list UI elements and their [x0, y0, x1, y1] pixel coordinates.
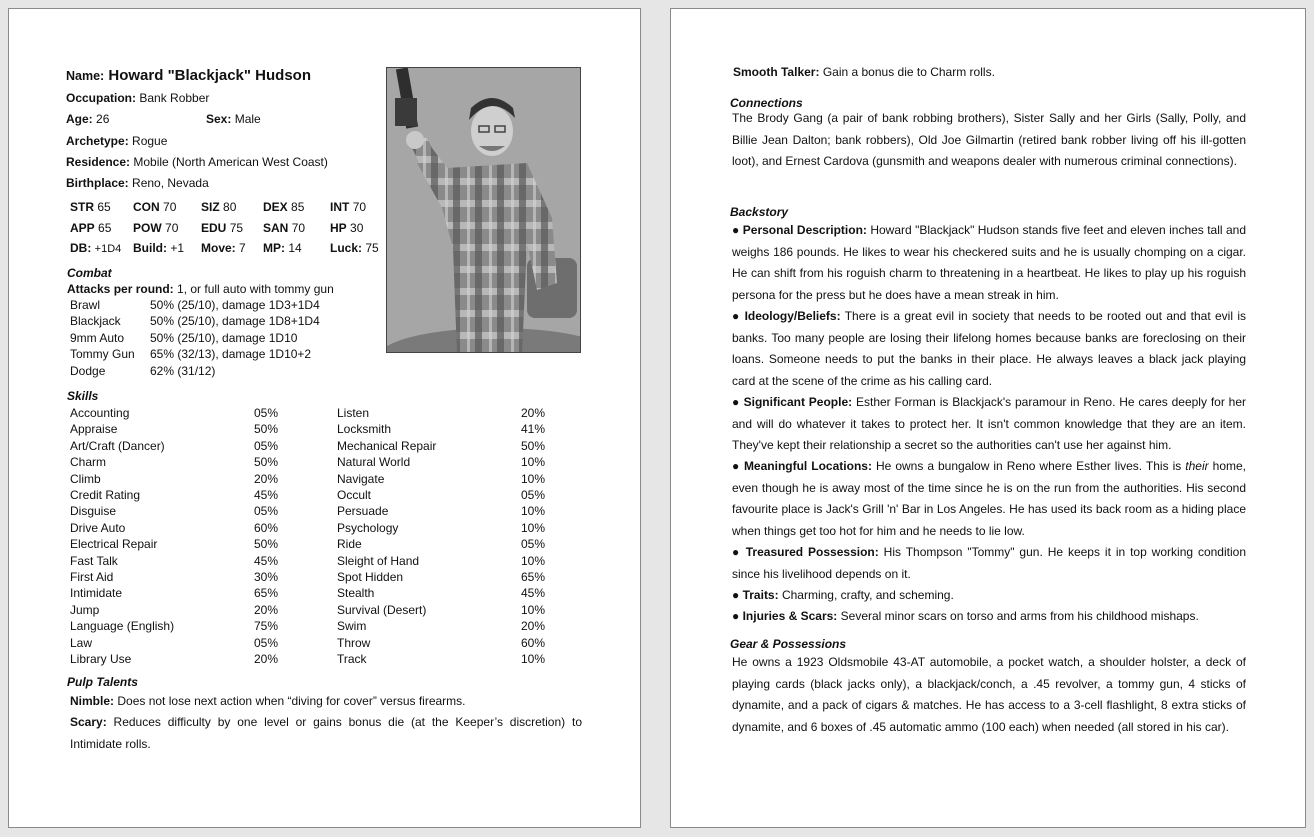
talent-label: Scary: [70, 715, 107, 729]
talent-smooth-talker [733, 62, 1253, 84]
backstory-significant-people [732, 392, 1246, 457]
sex-value: Male [234, 112, 261, 126]
combat-row-name: Tommy Gun [70, 347, 135, 361]
skill-value: 65% [521, 570, 546, 584]
skill-value: 50% [254, 537, 279, 551]
skill-value: 05% [254, 504, 279, 518]
skill-name: Sleight of Hand [337, 554, 420, 568]
skill-value: 45% [254, 554, 279, 568]
skill-value: 05% [521, 488, 546, 502]
skill-name: Spot Hidden [337, 570, 404, 584]
character-sheet-page-left [8, 8, 641, 828]
skill-name: Navigate [337, 472, 385, 486]
stat-edu: EDU 75 [201, 221, 244, 235]
combat-row-name: Blackjack [70, 314, 121, 328]
skill-name: Psychology [337, 521, 399, 535]
backstory-treasured-possession [732, 542, 1246, 585]
backstory-text: His Thompson "Tommy" gun. He keeps it in top working condition since his livelihood depends on it. [732, 545, 1246, 581]
character-portrait [386, 67, 581, 353]
backstory-label: Meaningful Locations: [743, 459, 872, 473]
backstory-label: Traits: [742, 588, 779, 602]
connections-heading: Connections [730, 96, 803, 110]
gear-text: He owns a 1923 Oldsmobile 43-AT automobile, a pocket watch, a shoulder holster, a deck of playing cards (black jacks only), a blackjack/conch, a .45 revolver, a tommy gun, 4 sticks of dynamite, and a pack of cigars & matches. He has access to a 3-cell flashlight, 8 extra sticks of dynamite, and 6 boxes of .45 automatic ammo (100 each) when needed (all stored in his car). [732, 655, 1246, 734]
occupation-label: Occupation: [66, 91, 137, 105]
skill-value: 10% [521, 603, 546, 617]
talent-scary [70, 712, 582, 755]
age-label: Age: [66, 112, 93, 126]
attacks-label: Attacks per round: [67, 282, 174, 296]
skill-name: Swim [337, 619, 367, 633]
skill-value: 10% [521, 652, 546, 666]
skill-name: Charm [70, 455, 107, 469]
backstory-text: home, even though he is away most of the time since he is on the run from the authorities. His second favourite place is Jack's Grill 'n' Bar in Los Angeles. He has used its back room as a hiding place when things get too hot for him and he needs to lie low. [732, 459, 1247, 538]
skill-value: 65% [254, 586, 279, 600]
bullet-icon: ● [732, 459, 740, 473]
stat-int: INT 70 [330, 200, 367, 214]
skill-value: 30% [254, 570, 279, 584]
age-value: 26 [96, 112, 110, 126]
backstory-label: Injuries & Scars: [742, 609, 838, 623]
skill-name: Jump [70, 603, 100, 617]
talent-label: Smooth Talker: [733, 65, 820, 79]
stat-dex: DEX 85 [263, 200, 305, 214]
skill-name: Track [337, 652, 367, 666]
skill-name: Fast Talk [70, 554, 118, 568]
skill-value: 20% [254, 652, 279, 666]
skill-name: Mechanical Repair [337, 439, 437, 453]
backstory-meaningful-locations [732, 456, 1246, 542]
skill-value: 45% [521, 586, 546, 600]
backstory-text-emphasis: their [1185, 459, 1209, 473]
skill-name: Throw [337, 636, 371, 650]
stat-db: DB: +1D4 [70, 241, 122, 255]
bullet-icon: ● [732, 588, 740, 602]
attacks-value: 1, or full auto with tommy gun [177, 282, 334, 296]
combat-heading: Combat [67, 266, 112, 280]
character-sheet-page-right [670, 8, 1306, 828]
backstory-label: Treasured Possession: [745, 545, 879, 559]
skill-name: Law [70, 636, 93, 650]
sex-line [206, 112, 261, 126]
skill-value: 60% [254, 521, 279, 535]
bullet-icon: ● [732, 545, 741, 559]
character-name: Howard "Blackjack" Hudson [108, 67, 312, 84]
skill-name: Language (English) [70, 619, 175, 633]
skill-value: 50% [521, 439, 546, 453]
birthplace-value: Reno, Nevada [132, 176, 209, 190]
stat-move: Move: 7 [201, 241, 246, 255]
skill-name: Appraise [70, 422, 118, 436]
combat-row-value: 50% (25/10), damage 1D10 [150, 331, 298, 345]
stat-hp: HP 30 [330, 221, 364, 235]
backstory-text: Howard "Blackjack" Hudson stands five feet and eleven inches tall and weighs 186 pounds. He likes to wear his checkered suits and he is usually chomping on a cigar. He can shift from his roguish charm to threatening in a heartbeat. He likes to play up his roguish persona for the press but he does have a mean streak in him. [732, 223, 1247, 302]
backstory-text: Several minor scars on torso and arms from his childhood mishaps. [840, 609, 1199, 623]
backstory-label: Personal Description: [742, 223, 867, 237]
stat-siz: SIZ 80 [201, 200, 237, 214]
sex-label: Sex: [206, 112, 232, 126]
skill-name: Locksmith [337, 422, 392, 436]
skill-value: 10% [521, 472, 546, 486]
skill-value: 20% [254, 472, 279, 486]
skill-name: Credit Rating [70, 488, 141, 502]
skill-value: 10% [521, 521, 546, 535]
archetype-value: Rogue [132, 134, 168, 148]
backstory-ideology [732, 306, 1246, 392]
attacks-per-round [67, 281, 334, 297]
residence-label: Residence: [66, 155, 131, 169]
skill-value: 10% [521, 554, 546, 568]
bullet-icon: ● [732, 395, 740, 409]
skill-value: 10% [521, 455, 546, 469]
name-label: Name: [66, 69, 105, 83]
skill-name: Climb [70, 472, 101, 486]
skill-name: Library Use [70, 652, 132, 666]
skill-name: Intimidate [70, 586, 123, 600]
gear-heading: Gear & Possessions [730, 637, 847, 651]
combat-row-value: 62% (31/12) [150, 364, 216, 378]
skills-heading: Skills [67, 389, 99, 403]
skill-value: 20% [254, 603, 279, 617]
skill-value: 05% [254, 439, 279, 453]
skill-value: 50% [254, 455, 279, 469]
skill-name: Persuade [337, 504, 389, 518]
skill-name: First Aid [70, 570, 114, 584]
birthplace-line [66, 176, 209, 190]
backstory-text: Esther Forman is Blackjack's paramour in Reno. He cares deeply for her and will do whatever it takes to protect her. It isn't common knowledge that they are an item. They've kept their relationship a secret so the authorities can't use her against him. [732, 395, 1247, 452]
skill-value: 45% [254, 488, 279, 502]
combat-row-name: Brawl [70, 298, 101, 312]
skill-value: 41% [521, 422, 546, 436]
skill-value: 60% [521, 636, 546, 650]
connections-text: The Brody Gang (a pair of bank robbing brothers), Sister Sally and her Girls (Sally, Polly, and Billie Jean Dalton; bank robbers), Old Joe Gilmartin (retired bank robber living off his ill-gotten loot), and Ernest Cardova (gunsmith and weapons dealer with numerous criminal connections). [732, 111, 1246, 168]
occupation-value: Bank Robber [139, 91, 210, 105]
talent-nimble [70, 691, 582, 713]
skill-value: 05% [521, 537, 546, 551]
stat-mp: MP: 14 [263, 241, 302, 255]
skill-value: 20% [521, 406, 546, 420]
skill-name: Art/Craft (Dancer) [70, 439, 165, 453]
archetype-line [66, 134, 167, 148]
skill-name: Occult [337, 488, 372, 502]
skill-name: Survival (Desert) [337, 603, 427, 617]
stat-build: Build: +1 [133, 241, 185, 255]
backstory-personal-description [732, 220, 1246, 306]
backstory-label: Significant People: [743, 395, 853, 409]
skill-value: 10% [521, 504, 546, 518]
occupation-line [66, 91, 209, 105]
skill-value: 75% [254, 619, 279, 633]
combat-row-value: 50% (25/10), damage 1D3+1D4 [150, 298, 320, 312]
talent-text: Reduces difficulty by one level or gains bonus die (at the Keeper’s discretion) to Intimidate rolls. [70, 715, 582, 751]
backstory-traits [732, 585, 1246, 607]
residence-value: Mobile (North American West Coast) [133, 155, 328, 169]
backstory-text: There is a great evil in society that needs to be rooted out and that evil is banks. Too many people are losing their lifelong homes because banks are foreclosing on their loans. Someone needs to put the banks in their place. He always leaves a black jack playing card at the scene of the crime as his calling card. [732, 309, 1246, 388]
stat-luck: Luck: 75 [330, 241, 379, 255]
combat-row-name: 9mm Auto [70, 331, 125, 345]
talent-label: Nimble: [70, 694, 115, 708]
skill-name: Electrical Repair [70, 537, 158, 551]
archetype-label: Archetype: [66, 134, 129, 148]
stat-str: STR 65 [70, 200, 111, 214]
skill-name: Natural World [337, 455, 411, 469]
backstory-injuries [732, 606, 1246, 628]
skill-name: Drive Auto [70, 521, 126, 535]
age-line [66, 112, 109, 126]
pulp-talents-heading: Pulp Talents [67, 675, 138, 689]
bullet-icon: ● [732, 309, 741, 323]
backstory-text: He owns a bungalow in Reno where Esther lives. This is [875, 459, 1182, 473]
combat-row-value: 65% (32/13), damage 1D10+2 [150, 347, 312, 361]
talent-text: Gain a bonus die to Charm rolls. [822, 65, 995, 79]
skill-name: Stealth [337, 586, 375, 600]
skill-name: Disguise [70, 504, 117, 518]
skill-name: Listen [337, 406, 370, 420]
backstory-label: Ideology/Beliefs: [744, 309, 841, 323]
talent-text: Does not lose next action when “diving for cover” versus firearms. [117, 694, 466, 708]
bullet-icon: ● [732, 223, 740, 237]
stat-san: SAN 70 [263, 221, 306, 235]
skill-value: 50% [254, 422, 279, 436]
skill-name: Accounting [70, 406, 130, 420]
backstory-text: Charming, crafty, and scheming. [781, 588, 954, 602]
stat-app: APP 65 [70, 221, 112, 235]
character-name-line [66, 67, 311, 84]
stat-pow: POW 70 [133, 221, 179, 235]
combat-row-value: 50% (25/10), damage 1D8+1D4 [150, 314, 320, 328]
skill-value: 05% [254, 636, 279, 650]
birthplace-label: Birthplace: [66, 176, 129, 190]
skill-value: 20% [521, 619, 546, 633]
skill-value: 05% [254, 406, 279, 420]
combat-row-name: Dodge [70, 364, 106, 378]
portrait-illustration [387, 68, 581, 353]
bullet-icon: ● [732, 609, 740, 623]
backstory-heading: Backstory [730, 205, 789, 219]
residence-line [66, 155, 328, 169]
stat-con: CON 70 [133, 200, 177, 214]
skill-name: Ride [337, 537, 362, 551]
